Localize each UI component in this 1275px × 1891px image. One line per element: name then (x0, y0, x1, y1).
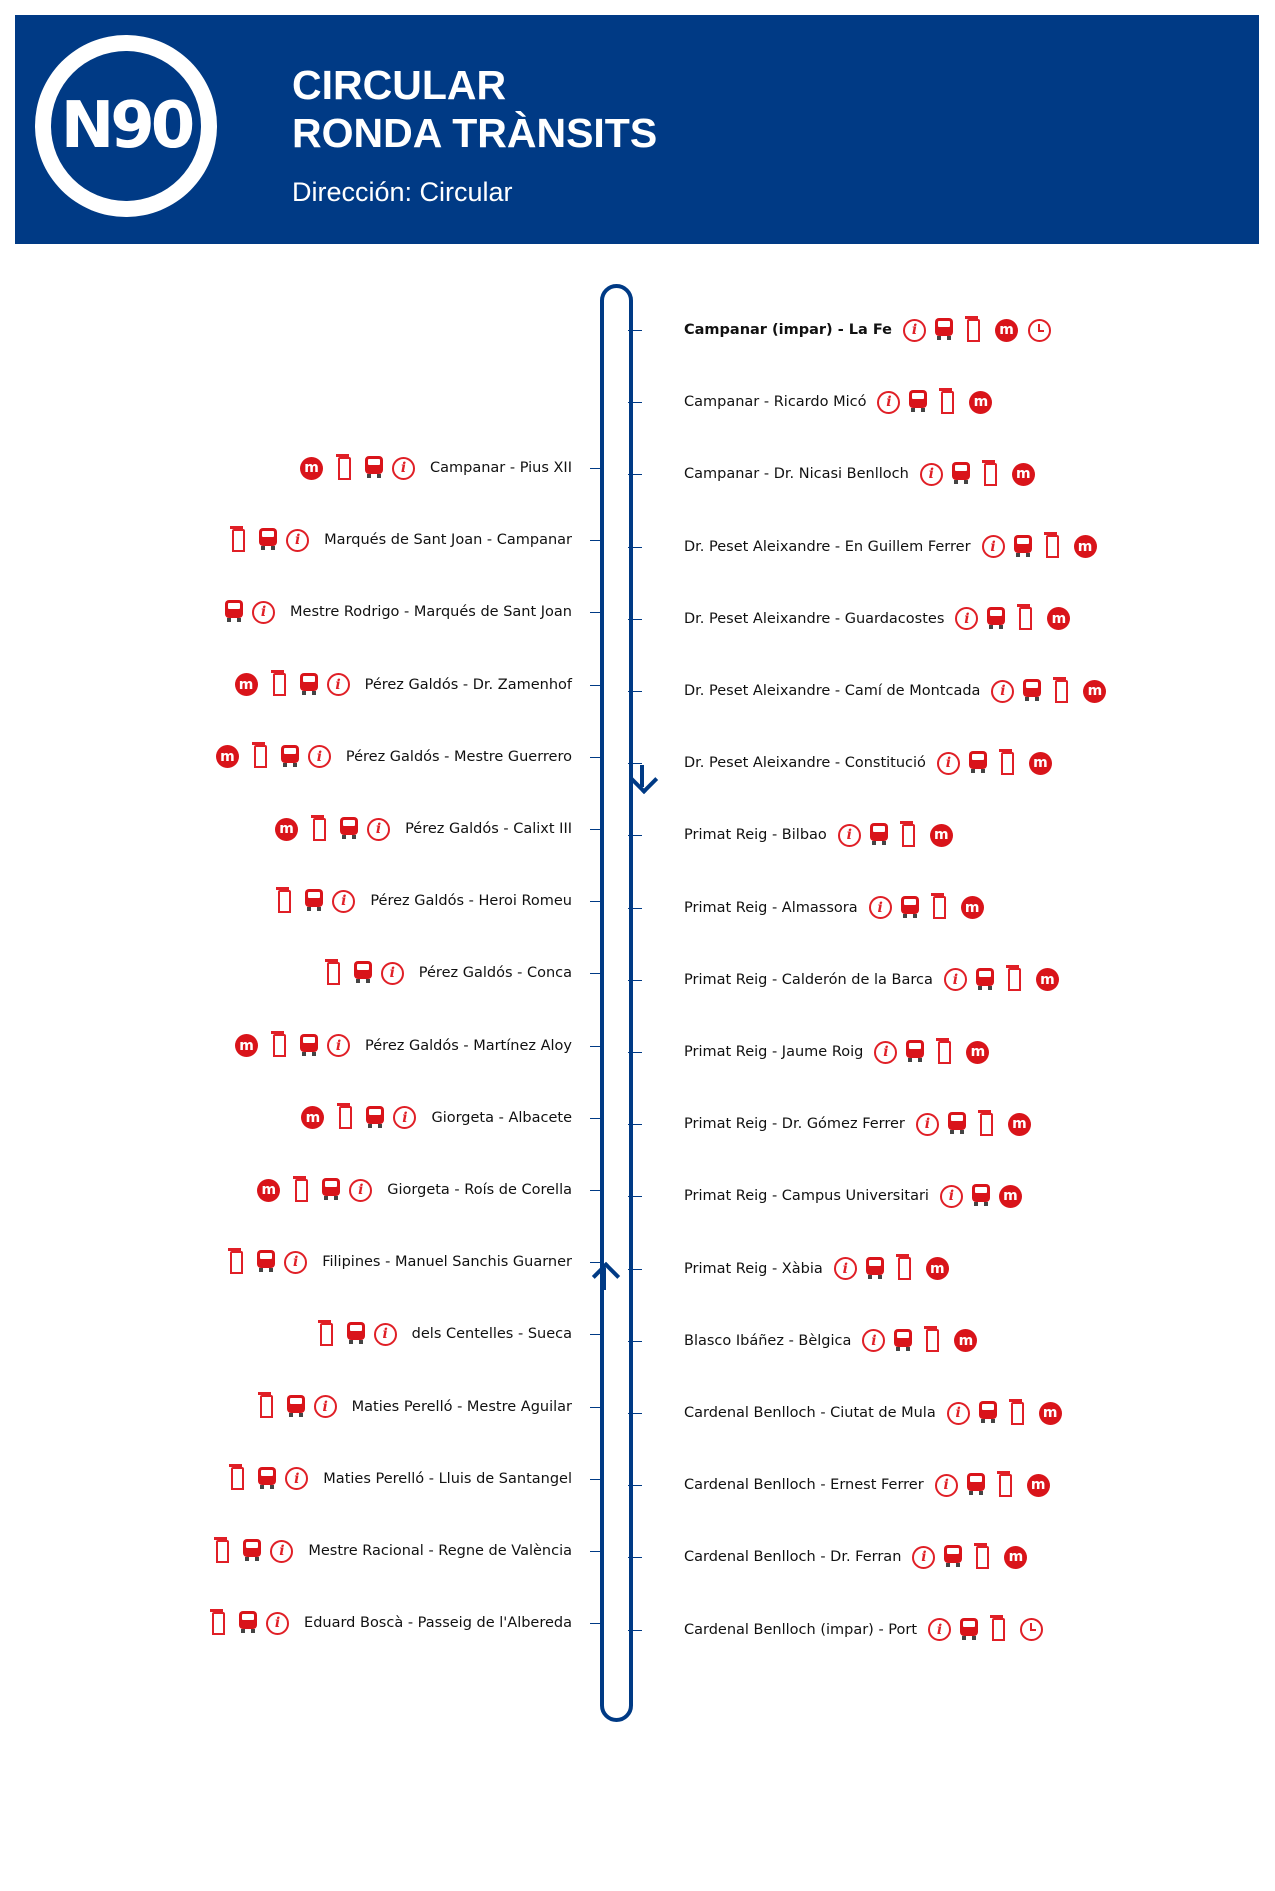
info-icon: i (940, 1185, 963, 1208)
info-icon: i (903, 319, 926, 342)
bus-icon (347, 1322, 365, 1340)
info-icon: i (935, 1474, 958, 1497)
stop-services (230, 1034, 355, 1058)
bus-icon (1014, 535, 1032, 553)
bus-icon (894, 1329, 912, 1347)
bus-icon (300, 673, 318, 691)
info-icon: i (252, 601, 275, 624)
info-icon: i (374, 1323, 397, 1346)
stop-tick (590, 1262, 604, 1263)
bus-icon (972, 1184, 990, 1202)
stop-name: Filipines - Manuel Sanchis Guarner (322, 1254, 572, 1271)
stop-services (923, 1618, 1048, 1642)
stop-services (211, 745, 336, 769)
stop-name: Giorgeta - Roís de Corella (387, 1182, 572, 1198)
info-icon: i (286, 529, 309, 552)
route-badge (35, 35, 217, 217)
stop-right[interactable] (684, 1398, 1067, 1428)
stop-tick (590, 540, 604, 541)
direction-arrow-down-stem (640, 765, 644, 787)
bus-icon (944, 1545, 962, 1563)
info-icon: i (332, 890, 355, 913)
stop-left[interactable] (222, 525, 572, 555)
stop-services (310, 1322, 402, 1346)
bus-stop-icon (339, 1106, 352, 1129)
info-icon: i (874, 1041, 897, 1064)
stop-services (898, 318, 1056, 342)
bus-stop-icon (976, 1546, 989, 1569)
stop-name: Pérez Galdós - Calixt III (405, 821, 572, 837)
stop-right[interactable] (684, 315, 1056, 345)
stop-name: Dr. Peset Aleixandre - Guardacostes (684, 610, 945, 627)
bus-stop-icon (980, 1113, 993, 1136)
bus-stop-icon (273, 673, 286, 696)
info-icon: i (381, 962, 404, 985)
info-icon: i (991, 680, 1014, 703)
bus-icon (948, 1112, 966, 1130)
stop-name: Cardenal Benlloch (impar) - Port (684, 1621, 918, 1638)
stop-name: Primat Reig - Campus Universitari (684, 1188, 929, 1205)
stop-left[interactable] (252, 1175, 572, 1205)
stop-right[interactable] (684, 1109, 1036, 1139)
bus-stop-icon (1055, 680, 1068, 703)
stop-name: Primat Reig - Calderón de la Barca (684, 971, 933, 988)
stop-name: Campanar - Pius XII (429, 460, 572, 476)
bus-stop-icon (313, 818, 326, 841)
bus-icon (257, 1250, 275, 1268)
bus-icon (258, 1467, 276, 1485)
stop-tick (628, 980, 642, 981)
metro-icon: m (235, 1034, 258, 1057)
bus-icon (935, 318, 953, 336)
stop-left[interactable] (206, 1536, 572, 1566)
stop-tick (590, 829, 604, 830)
metro-icon: m (235, 673, 258, 696)
bus-icon (870, 823, 888, 841)
bus-stop-icon (999, 1474, 1012, 1497)
metro-icon: m (961, 896, 984, 919)
stop-tick (628, 1052, 642, 1053)
bus-icon (909, 390, 927, 408)
stop-left[interactable] (310, 1319, 572, 1349)
metro-icon: m (999, 1185, 1022, 1208)
info-icon: i (947, 1402, 970, 1425)
stop-services (270, 817, 395, 841)
metro-icon: m (301, 1106, 324, 1129)
stop-name: Pérez Galdós - Martínez Aloy (365, 1037, 572, 1054)
stop-services (295, 456, 420, 480)
stop-name: Maties Perelló - Mestre Aguilar (351, 1398, 572, 1415)
bus-icon (979, 1401, 997, 1419)
stop-name: Cardenal Benlloch - Dr. Ferran (684, 1549, 902, 1566)
bus-icon (976, 968, 994, 986)
metro-icon: m (966, 1041, 989, 1064)
stop-name: Mestre Rodrigo - Marqués de Sant Joan (290, 604, 572, 621)
bus-stop-icon (254, 745, 267, 768)
bus-icon (901, 896, 919, 914)
stop-services (986, 679, 1111, 703)
stop-tick (628, 619, 642, 620)
stop-services (872, 390, 997, 414)
stop-name: Campanar - Ricardo Micó (684, 394, 867, 411)
stop-right[interactable] (684, 893, 989, 923)
bus-icon (225, 600, 243, 618)
stop-right[interactable] (684, 1254, 954, 1284)
stop-right[interactable] (684, 1037, 994, 1067)
bus-stop-icon (926, 1329, 939, 1352)
bus-stop-icon (216, 1540, 229, 1563)
stop-tick (628, 474, 642, 475)
stop-name: Cardenal Benlloch - Ernest Ferrer (684, 1477, 924, 1494)
metro-icon: m (1012, 463, 1035, 486)
stop-name: dels Centelles - Sueca (411, 1326, 572, 1343)
stop-tick (628, 1124, 642, 1125)
stop-right[interactable] (684, 820, 958, 850)
bus-stop-icon (1008, 968, 1021, 991)
metro-icon: m (995, 319, 1018, 342)
stop-left[interactable] (221, 597, 572, 627)
info-icon: i (392, 457, 415, 480)
stop-services (829, 1257, 954, 1281)
stop-services (230, 673, 355, 697)
stop-services (907, 1545, 1032, 1569)
info-icon: i (270, 1540, 293, 1563)
bus-stop-icon (902, 824, 915, 847)
metro-icon: m (1027, 1474, 1050, 1497)
stop-left[interactable] (230, 1031, 572, 1061)
stop-tick (628, 1630, 642, 1631)
metro-icon: m (257, 1179, 280, 1202)
info-icon: i (314, 1395, 337, 1418)
stop-left[interactable] (295, 453, 572, 483)
stop-tick (628, 908, 642, 909)
stop-services (220, 1250, 312, 1274)
info-icon: i (284, 1251, 307, 1274)
info-icon: i (937, 752, 960, 775)
bus-icon (366, 1106, 384, 1124)
bus-icon (322, 1178, 340, 1196)
bus-icon (952, 462, 970, 480)
bus-icon (340, 817, 358, 835)
stop-services (977, 535, 1102, 559)
metro-icon: m (1083, 680, 1106, 703)
stop-name: Giorgeta - Albacete (431, 1109, 572, 1126)
route-header (15, 15, 1259, 244)
stop-services (939, 968, 1064, 992)
bus-icon (967, 1473, 985, 1491)
stop-services (942, 1401, 1067, 1425)
stop-name: Primat Reig - Bilbao (684, 827, 827, 844)
stop-tick (590, 1046, 604, 1047)
stop-tick (590, 1407, 604, 1408)
clock-icon (1028, 319, 1051, 342)
metro-icon: m (954, 1329, 977, 1352)
info-icon: i (916, 1113, 939, 1136)
stop-right[interactable] (684, 965, 1064, 995)
stop-services (915, 462, 1040, 486)
stop-name: Marqués de Sant Joan - Campanar (324, 532, 572, 549)
stop-name: Pérez Galdós - Dr. Zamenhof (364, 676, 572, 693)
bus-stop-icon (967, 319, 980, 342)
bus-stop-icon (1011, 1402, 1024, 1425)
stop-services (833, 823, 958, 847)
stop-tick (628, 1341, 642, 1342)
metro-icon: m (300, 457, 323, 480)
info-icon: i (982, 535, 1005, 558)
bus-icon (987, 607, 1005, 625)
bus-stop-icon (992, 1618, 1005, 1641)
metro-icon: m (216, 745, 239, 768)
stop-right[interactable] (684, 604, 1075, 634)
stop-services (935, 1184, 1027, 1208)
stop-tick (590, 1190, 604, 1191)
stop-left[interactable] (220, 1247, 572, 1277)
bus-stop-icon (1001, 752, 1014, 775)
bus-stop-icon (260, 1395, 273, 1418)
bus-icon (866, 1257, 884, 1275)
stop-name: Campanar - Dr. Nicasi Benlloch (684, 466, 909, 483)
info-icon: i (928, 1618, 951, 1641)
stop-services (911, 1112, 1036, 1136)
metro-icon: m (275, 818, 298, 841)
stop-services (932, 751, 1057, 775)
stop-services (221, 1467, 313, 1491)
bus-icon (969, 751, 987, 769)
bus-icon (287, 1395, 305, 1413)
metro-icon: m (1008, 1113, 1031, 1136)
stop-name: Dr. Peset Aleixandre - Constitució (684, 755, 926, 772)
stop-tick (628, 1557, 642, 1558)
bus-icon (300, 1034, 318, 1052)
info-icon: i (393, 1106, 416, 1129)
stop-tick (628, 1196, 642, 1197)
stop-services (864, 896, 989, 920)
stop-tick (590, 1623, 604, 1624)
bus-stop-icon (933, 896, 946, 919)
bus-stop-icon (1046, 535, 1059, 558)
stop-left[interactable] (221, 1464, 572, 1494)
info-icon: i (266, 1612, 289, 1635)
stop-name: Cardenal Benlloch - Ciutat de Mula (684, 1405, 936, 1421)
stop-name: Pérez Galdós - Heroi Romeu (370, 893, 572, 910)
bus-stop-icon (278, 890, 291, 913)
info-icon: i (944, 968, 967, 991)
stop-services (202, 1611, 294, 1635)
stop-services (857, 1329, 982, 1353)
stop-services (252, 1178, 377, 1202)
stop-services (250, 1395, 342, 1419)
stop-right[interactable] (684, 1326, 982, 1356)
info-icon: i (285, 1467, 308, 1490)
stop-tick (590, 1479, 604, 1480)
stop-services (268, 889, 360, 913)
route-direction: Dirección: Circular (292, 177, 513, 207)
stop-left[interactable] (230, 670, 572, 700)
stop-name: Primat Reig - Almassora (684, 899, 858, 916)
stop-name: Campanar (impar) - La Fe (684, 322, 892, 338)
stop-left[interactable] (250, 1392, 572, 1422)
info-icon: i (912, 1546, 935, 1569)
stop-services (930, 1473, 1055, 1497)
info-icon: i (834, 1257, 857, 1280)
stop-services (221, 600, 280, 624)
info-icon: i (327, 673, 350, 696)
bus-icon (365, 456, 383, 474)
stop-name: Maties Perelló - Lluis de Santangel (323, 1470, 572, 1487)
stop-tick (590, 1118, 604, 1119)
stop-tick (628, 1485, 642, 1486)
info-icon: i (838, 824, 861, 847)
stop-tick (628, 402, 642, 403)
stop-services (206, 1539, 298, 1563)
stop-services (296, 1106, 421, 1130)
stop-tick (590, 685, 604, 686)
bus-icon (259, 528, 277, 546)
route-title-line1: CIRCULAR (292, 62, 507, 108)
bus-icon (1023, 679, 1041, 697)
bus-stop-icon (231, 1467, 244, 1490)
info-icon: i (367, 818, 390, 841)
route-badge-label: N90 (51, 51, 201, 201)
bus-stop-icon (984, 463, 997, 486)
info-icon: i (877, 391, 900, 414)
info-icon: i (862, 1329, 885, 1352)
metro-icon: m (1004, 1546, 1027, 1569)
stop-tick (628, 835, 642, 836)
stop-name: Pérez Galdós - Conca (418, 965, 572, 982)
stop-tick (628, 547, 642, 548)
bus-icon (281, 745, 299, 763)
stop-name: Dr. Peset Aleixandre - En Guillem Ferrer (684, 538, 971, 555)
stop-right[interactable] (684, 1542, 1032, 1572)
stop-tick (590, 612, 604, 613)
stop-services (222, 528, 314, 552)
stop-name: Primat Reig - Xàbia (684, 1260, 823, 1277)
info-icon: i (869, 896, 892, 919)
direction-arrow-down-icon (630, 766, 658, 794)
stop-tick (590, 468, 604, 469)
route-line-loop (600, 284, 633, 1722)
stop-left[interactable] (317, 958, 572, 988)
bus-stop-icon (232, 529, 245, 552)
info-icon: i (308, 745, 331, 768)
stop-right[interactable] (684, 532, 1102, 562)
stop-tick (628, 691, 642, 692)
info-icon: i (327, 1034, 350, 1057)
stop-tick (628, 1413, 642, 1414)
bus-icon (354, 961, 372, 979)
stop-name: Eduard Boscà - Passeig de l'Albereda (304, 1615, 572, 1632)
bus-stop-icon (327, 962, 340, 985)
metro-icon: m (1074, 535, 1097, 558)
stop-right[interactable] (684, 748, 1057, 778)
stop-tick (628, 330, 642, 331)
info-icon: i (955, 607, 978, 630)
clock-icon (1020, 1618, 1043, 1641)
direction-arrow-up-stem (602, 1268, 606, 1290)
bus-icon (305, 889, 323, 907)
bus-stop-icon (295, 1179, 308, 1202)
stop-name: Pérez Galdós - Mestre Guerrero (345, 748, 572, 765)
stop-tick (590, 1551, 604, 1552)
bus-stop-icon (230, 1251, 243, 1274)
stop-right[interactable] (684, 1615, 1048, 1645)
stop-services (950, 607, 1075, 631)
stop-right[interactable] (684, 459, 1040, 489)
bus-stop-icon (338, 457, 351, 480)
info-icon: i (920, 463, 943, 486)
stop-right[interactable] (684, 387, 997, 417)
bus-icon (906, 1040, 924, 1058)
stop-name: Mestre Racional - Regne de València (308, 1543, 572, 1559)
stop-name: Primat Reig - Jaume Roig (684, 1044, 864, 1060)
bus-stop-icon (212, 1612, 225, 1635)
stop-name: Blasco Ibáñez - Bèlgica (684, 1332, 852, 1349)
bus-stop-icon (320, 1323, 333, 1346)
bus-stop-icon (1019, 607, 1032, 630)
stop-left[interactable] (268, 886, 572, 916)
metro-icon: m (930, 824, 953, 847)
stop-right[interactable] (684, 1470, 1055, 1500)
bus-stop-icon (938, 1041, 951, 1064)
metro-icon: m (1039, 1402, 1062, 1425)
bus-icon (243, 1539, 261, 1557)
stop-left[interactable] (211, 742, 572, 772)
stop-tick (590, 1334, 604, 1335)
stop-left[interactable] (296, 1103, 572, 1133)
bus-stop-icon (898, 1257, 911, 1280)
stop-tick (590, 757, 604, 758)
stop-right[interactable] (684, 1181, 1027, 1211)
stop-name: Dr. Peset Aleixandre - Camí de Montcada (684, 683, 981, 699)
metro-icon: m (1029, 752, 1052, 775)
bus-stop-icon (273, 1034, 286, 1057)
bus-stop-icon (941, 391, 954, 414)
metro-icon: m (1036, 968, 1059, 991)
route-title-line2: RONDA TRÀNSITS (292, 110, 658, 156)
stop-name: Primat Reig - Dr. Gómez Ferrer (684, 1116, 905, 1133)
stop-right[interactable] (684, 676, 1111, 706)
stop-left[interactable] (202, 1608, 572, 1638)
stop-services (317, 961, 409, 985)
stop-tick (590, 973, 604, 974)
metro-icon: m (1047, 607, 1070, 630)
metro-icon: m (969, 391, 992, 414)
stop-services (869, 1040, 994, 1064)
metro-icon: m (926, 1257, 949, 1280)
bus-icon (239, 1611, 257, 1629)
stop-tick (628, 1269, 642, 1270)
stop-tick (590, 901, 604, 902)
info-icon: i (349, 1179, 372, 1202)
bus-icon (960, 1618, 978, 1636)
stop-left[interactable] (270, 814, 572, 844)
